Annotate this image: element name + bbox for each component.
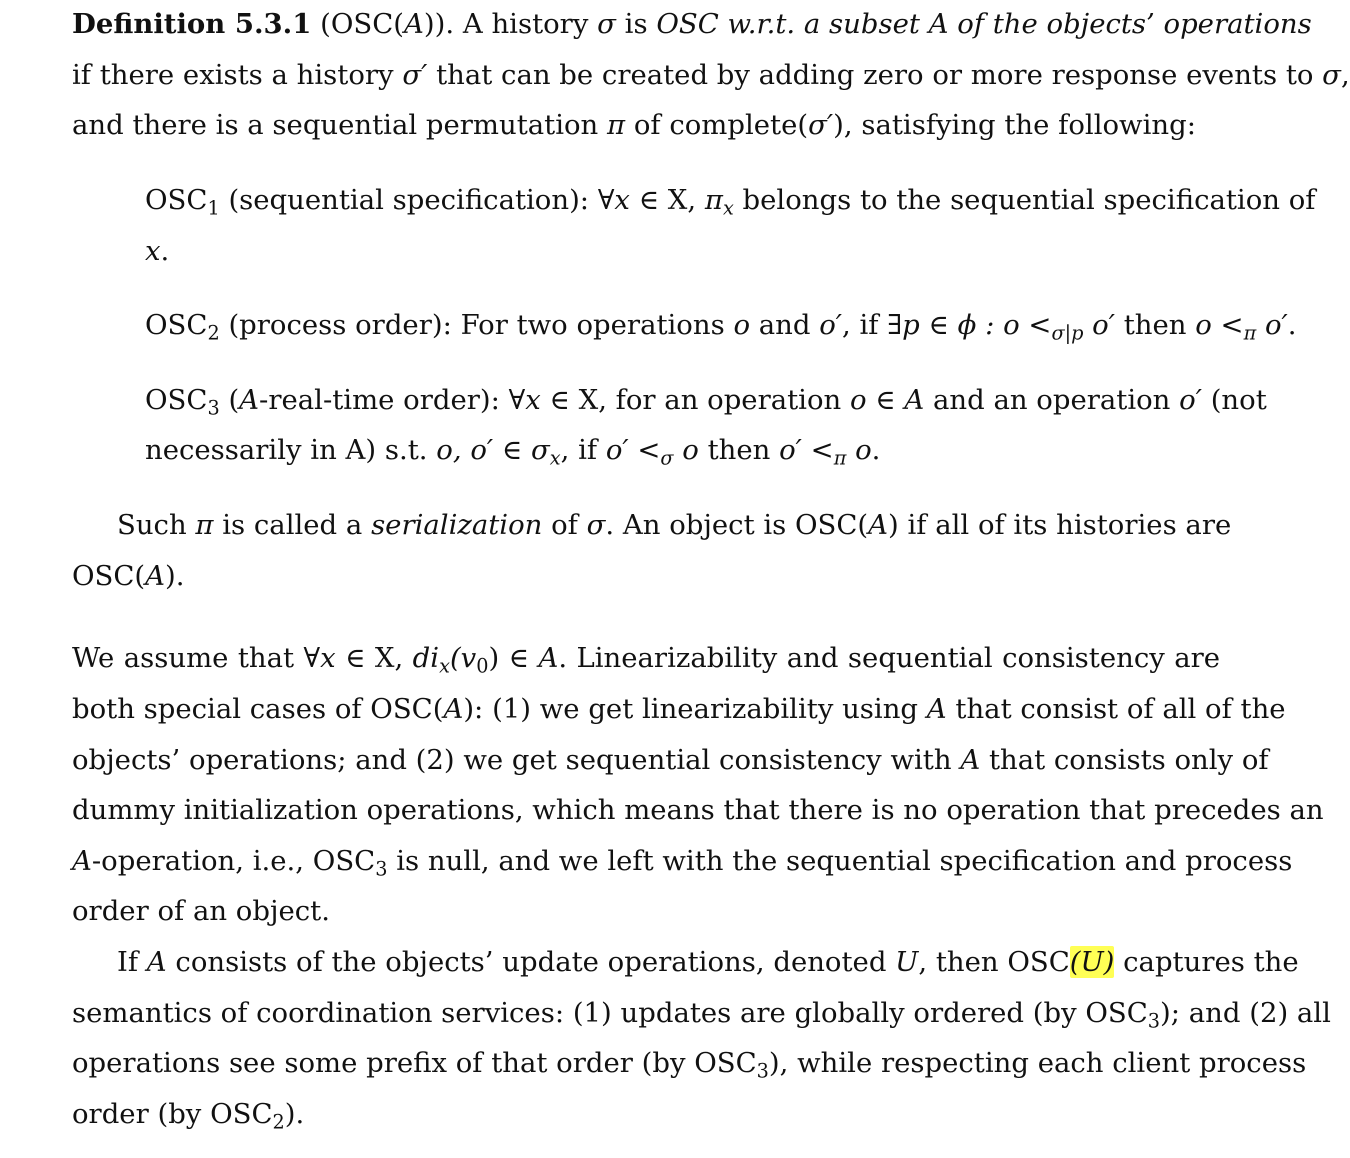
definition-term: OSC w.r.t. a subset A of the objects’ operations	[656, 8, 1312, 40]
condition-osc3: $OSC_3$ (A-real-time order): ∀x ∈ X, for an operation o ∈ A and an operation o′ (not	[145, 384, 1267, 420]
condition-osc3-continued: necessarily in A) s.t. o, o′ ∈ $\sigma_x$, if $o' <_\sigma$ o then $o' <_\pi$ o.	[145, 434, 881, 470]
paragraph2-line-1: If A consists of the objects’ update operations, denoted U, then OSC(U) captures the	[117, 946, 1299, 978]
paragraph2-line-2: semantics of coordination services: (1) updates are globally ordered (by $OSC_3$); and (2) all	[72, 997, 1331, 1033]
serialization-term: serialization	[371, 509, 543, 541]
highlighted-text[interactable]: (U)	[1069, 946, 1115, 978]
paragraph1-line-4: dummy initialization operations, which means that there is no operation that precedes an	[72, 794, 1324, 826]
definition-line-2: if there exists a history σ′ that can be created by adding zero or more response events to σ,	[72, 59, 1350, 91]
definition-title: (OSC(A)).	[320, 8, 455, 40]
condition-osc1: $OSC_1$ (sequential specification): ∀x ∈ X, $\pi_x$ belongs to the sequential specification of	[145, 184, 1316, 220]
definition-line-1: Definition 5.3.1 (OSC(A)). A history σ is OSC w.r.t. a subset A of the objects’ operations	[72, 8, 1312, 40]
serialization-line-2: OSC(A).	[72, 560, 185, 592]
definition-line-3: and there is a sequential permutation π of complete(σ′), satisfying the following:	[72, 109, 1196, 141]
paragraph2-line-4: order (by $OSC_2$).	[72, 1098, 305, 1134]
definition-number: Definition 5.3.1	[72, 8, 312, 40]
paragraph1-line-1: We assume that ∀x ∈ X, $di_x(v_0)$ ∈ A. Linearizability and sequential consistency are	[72, 642, 1221, 678]
paragraph1-line-5: A-operation, i.e., $OSC_3$ is null, and we left with the sequential specification and process	[72, 845, 1293, 881]
paragraph1-line-2: both special cases of OSC(A): (1) we get linearizability using A that consist of all of the	[72, 693, 1286, 725]
serialization-line-1: Such π is called a serialization of σ. An object is OSC(A) if all of its histories are	[117, 509, 1232, 541]
condition-osc2: $OSC_2$ (process order): For two operations o and o′, if ∃p ∈ ϕ : $o <_{\sigma|p}$ o′ then $o <_\pi$ o′.	[145, 309, 1297, 345]
condition-osc1-continued: x.	[145, 235, 170, 267]
paragraph1-line-6: order of an object.	[72, 895, 330, 927]
paragraph2-line-3: operations see some prefix of that order (by $OSC_3$), while respecting each client process	[72, 1047, 1307, 1083]
paragraph1-line-3: objects’ operations; and (2) we get sequential consistency with A that consists only of	[72, 744, 1269, 776]
